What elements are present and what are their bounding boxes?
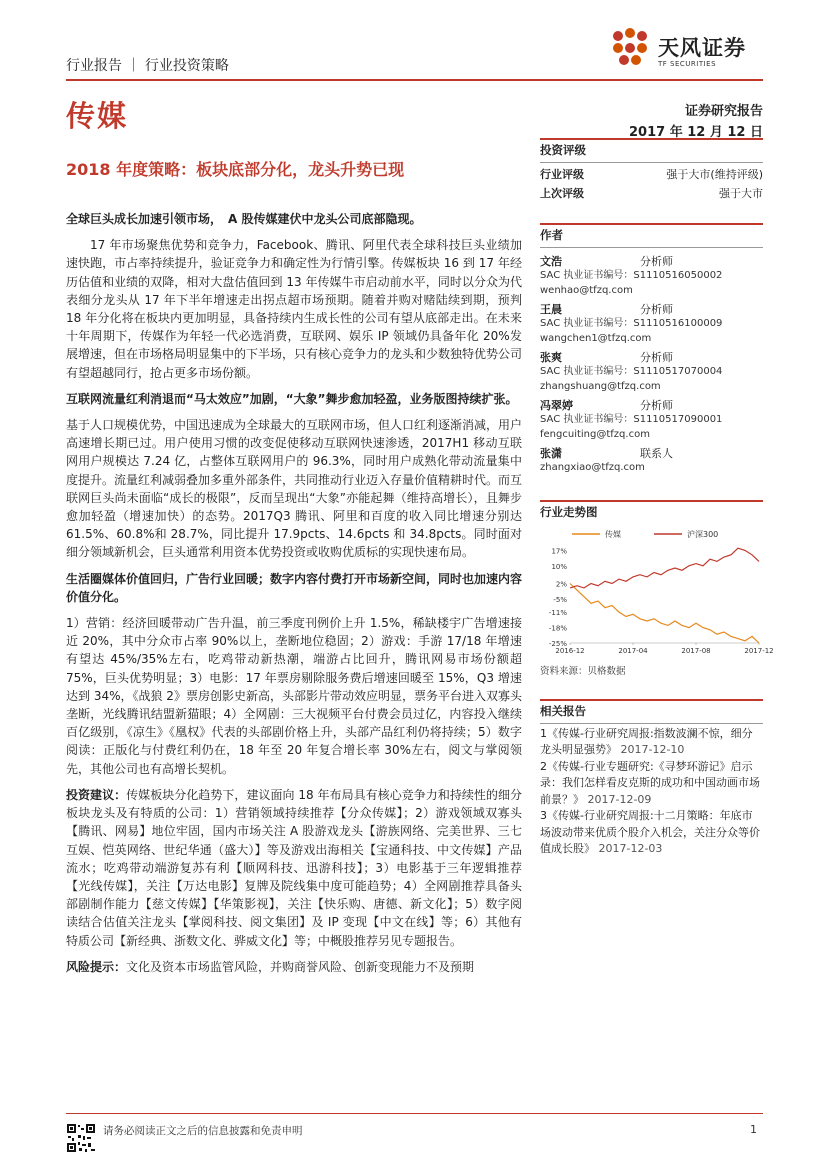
chart-title: 行业走势图: [540, 500, 763, 522]
author-role: 分析师: [640, 351, 673, 364]
x-tick-label: 2017-12: [744, 646, 774, 655]
y-tick-label: 10%: [551, 562, 567, 571]
y-tick-label: 2%: [555, 579, 567, 588]
rating-title: 投资评级: [540, 138, 763, 160]
page-number: 1: [750, 1123, 757, 1136]
trend-chart-svg: [540, 526, 774, 661]
rating-key: 上次评级: [540, 187, 584, 200]
investment-advice-label: 投资建议：: [66, 787, 127, 802]
author-email[interactable]: wenhao@tfzq.com: [540, 284, 633, 296]
author-role: 分析师: [640, 399, 673, 412]
author-entry: [540, 250, 763, 298]
related-title: 相关报告: [540, 699, 763, 721]
author-entry: [540, 394, 763, 442]
author-name: 王晨: [540, 303, 562, 316]
risk-warning: [66, 958, 522, 976]
x-tick-label: 2017-04: [618, 646, 648, 655]
report-title: 2018 年度策略：板块底部分化，龙头升势已现: [66, 160, 405, 179]
legend-label: 传媒: [605, 529, 621, 539]
related-report-text: 3《传媒-行业研究周报:十二月策略：年底市场波动带来优质个股介入机会，关注分众等价值成长股》: [540, 809, 760, 855]
author-name: 张爽: [540, 351, 562, 364]
rating-row: [540, 165, 763, 184]
y-tick-label: -5%: [553, 595, 567, 604]
y-tick-label: 17%: [551, 546, 567, 555]
report-date: 2017 年 12 月 12 日: [629, 125, 763, 140]
y-tick-label: -25%: [548, 639, 567, 648]
risk-warning-label: 风险提示：: [66, 959, 127, 974]
author-cert: SAC 执业证书编号：S1110516050002: [540, 270, 723, 281]
y-tick-label: -18%: [548, 624, 567, 633]
related-report-date: 2017-12-10: [620, 743, 685, 756]
qr-code-icon: [66, 1123, 96, 1153]
author-name: 文浩: [540, 255, 562, 268]
series-line: [570, 583, 759, 643]
related-report[interactable]: [540, 808, 763, 858]
series-line: [570, 548, 759, 588]
brand-subname: TF SECURITIES: [658, 60, 717, 68]
footer-disclaimer: 请务必阅读正文之后的信息披露和免责申明: [103, 1125, 303, 1137]
rating-value: 强于大市: [719, 187, 763, 200]
main-content: [66, 210, 522, 976]
author-cert: SAC 执业证书编号：S1110516100009: [540, 318, 723, 329]
chart-source: 资料来源：贝格数据: [540, 665, 626, 677]
x-tick-label: 2017-08: [681, 646, 711, 655]
trend-chart: [540, 526, 774, 661]
report-category: 行业报告 ｜ 行业投资策略: [66, 58, 229, 74]
logo-mark-icon: [608, 26, 652, 70]
author-entry: [540, 442, 763, 476]
related-report-date: 2017-12-09: [587, 792, 652, 806]
paragraph-1: 17 年市场聚焦优势和竞争力，Facebook、腾讯、阿里代表全球科技巨头业绩加速快跑，市占率持续提升，验证竞争力和确定性为行情引擎。传媒板块 16 到 17 年经历估值和业绩的双降，相对大盘估值回到 13 年传媒牛市启动前水平，同时以分众为代表细分龙头从 17 年下半年增速走出拐点超市场预期。随着并购对赌陆续到期，预判 18 年分化将在板块内更加明显，具备持续内生成长性的公司有望从底部走出。在未来十年周期下，传媒作为年轻一代必选消费，互联网、娱乐 IP 领域仍具备年化 20%发展增速，但在市场格局明显集中的下半场，只有核心竞争力的龙头和少数独特优势公司有望超越同行，抢占更多市场份额。: [66, 238, 523, 380]
paragraph-2: 基于人口规模优势，中国迅速成为全球最大的互联网市场，但人口红利逐渐消减，用户高速增长期已过。用户使用习惯的改变促使移动互联网快速渗透，2017H1 移动互联网用户规模达 7.24 亿，占整体互联网用户的 96.3%，同时用户成熟化带动流量集中度提升。流量红利减弱叠加多重外部条件，共同推动行业迈入存量价值精耕时代。而互联网巨头尚未面临“成长的极限”，反而呈现出“大象”亦能起舞（维持高增长），且舞步愈加轻盈（增速加快）的态势。2017Q3 腾讯、阿里和百度的收入同比增速分别达 61.5%、60.8%和 28.7%，同比提升 17.9pcts、14.6pcts 和 34.8pcts。同时面对细分领域新机会，巨头通常利用资本优势投资或收购优质标的实现快速布局。: [66, 418, 523, 560]
brand-name: 天风证券: [658, 36, 746, 60]
author-role: 联系人: [640, 447, 673, 460]
y-tick-label: -11%: [548, 608, 567, 617]
brand-logo: [608, 26, 758, 76]
author-email[interactable]: zhangshuang@tfzq.com: [540, 380, 661, 392]
author-email[interactable]: fengcuiting@tfzq.com: [540, 428, 650, 440]
legend-label: 沪深300: [687, 529, 719, 539]
author-email[interactable]: zhangxiao@tfzq.com: [540, 462, 645, 473]
section-heading-2: 互联网流量红利消退而“马太效应”加剧，“大象”舞步愈加轻盈，业务版图持续扩张。: [66, 391, 518, 406]
section-heading-3: 生活圈媒体价值回归，广告行业回暖；数字内容付费打开市场新空间，同时也加速内容价值分化。: [66, 571, 523, 604]
related-report-text: 2《传媒-行业专题研究:《寻梦环游记》启示录：我们怎样看皮克斯的成功和中国动画市场前景？》: [540, 759, 760, 806]
author-entry: [540, 298, 763, 346]
author-entry: [540, 346, 763, 394]
report-type: 证券研究报告: [684, 104, 763, 119]
author-name: 张潇: [540, 447, 562, 460]
investment-advice: [66, 786, 522, 950]
rating-row: [540, 184, 763, 203]
related-report-date: 2017-12-03: [598, 842, 663, 855]
related-report-text: 1《传媒-行业研究周报:指数波澜不惊，细分龙头明显强势》: [540, 726, 753, 756]
risk-warning-text: 文化及资本市场监管风险，并购商誉风险、创新变现能力不及预期: [126, 959, 475, 974]
authors-title: 作者: [540, 223, 763, 245]
related-report[interactable]: [540, 726, 763, 759]
investment-advice-text: 传媒板块分化趋势下，建议面向 18 年布局具有核心竞争力和持续性的细分板块龙头及有特质的公司：1）营销领域持续推荐【分众传媒】；2）游戏领域双寡头【腾讯、网易】地位牢固，国内市场关注 A 股游戏龙头【游族网络、完美世界、三七互娱、恺英网络、世纪华通（盛大）】等及游戏出海相关【宝通科技、中文传媒】产品流水；吃鸡带动端游复苏有利【顺网科技、迅游科技】；3）电影基于三年逻辑推荐【光线传媒】，关注【万达电影】复牌及院线集中度可能趋势；4）全网剧推荐具备头部剧制作能力【慈文传媒】【华策影视】，关注【快乐购、唐德、新文化】；5）数字阅读结合估值关注龙头【掌阅科技、阅文集团】及 IP 变现【中文在线】等；6）其他有特质公司【新经典、浙数文化、骅威文化】等；中概股推荐另见专题报告。: [66, 787, 522, 948]
footer-divider: [66, 1113, 763, 1114]
related-report[interactable]: [540, 759, 763, 809]
x-tick-label: 2016-12: [555, 646, 585, 655]
author-cert: SAC 执业证书编号：S1110517070004: [540, 366, 723, 377]
author-email[interactable]: wangchen1@tfzq.com: [540, 332, 652, 344]
rating-key: 行业评级: [540, 168, 584, 181]
rating-value: 强于大市(维持评级): [666, 168, 763, 181]
author-role: 分析师: [640, 255, 673, 268]
author-role: 分析师: [640, 303, 673, 316]
header-divider: [66, 79, 763, 81]
sidebar: [540, 138, 774, 858]
paragraph-3: 1）营销：经济回暖带动广告升温，前三季度刊例价上升 1.5%，稀缺楼宇广告增速接近 20%，其中分众市占率 90%以上，垄断地位稳固；2）游戏：手游 17/18 年增速有望达 45%/35%左右，吃鸡带动新热潮，端游占比回升，腾讯网易市场份额超 75%，巨头优势明显；3）电影：17 年票房剔除服务费后增速回暖至 15%，Q3 增速达到 34%，《战狼 2》票房创影史新高，头部影片带动效应明显，票务平台进入双寡头垄断，光线腾讯结盟新猫眼；4）全网剧：三大视频平台付费会员过亿，内容投入继续百亿级别，《凉生》《凰权》代表的头部剧价格上升，头部产品红利仍将持续；5）数字阅读：正版化与付费红利仍在，18 年至 20 年复合增长率 30%左右，阅文与掌阅领先，其他公司也有高增长契机。: [66, 616, 522, 776]
sector-title: 传媒: [66, 99, 129, 133]
section-heading-1: 全球巨头成长加速引领市场， A 股传媒建伏中龙头公司底部隐现。: [66, 212, 422, 226]
author-cert: SAC 执业证书编号：S1110517090001: [540, 414, 723, 425]
author-name: 冯翠婷: [540, 399, 573, 412]
